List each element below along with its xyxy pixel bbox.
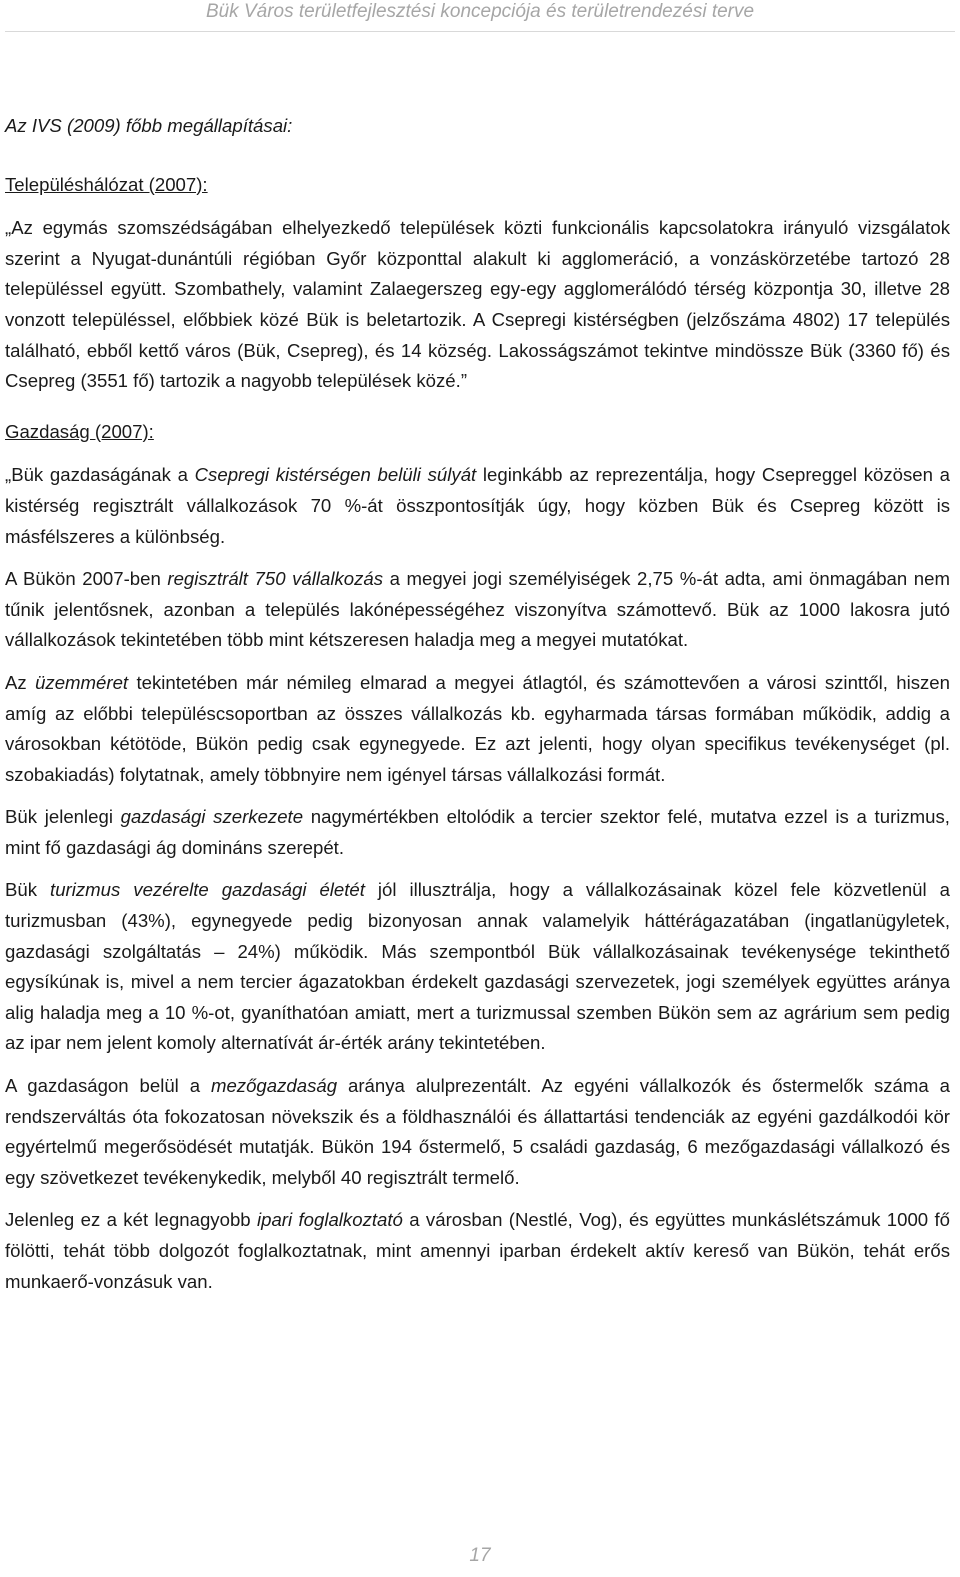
page-number: 17	[469, 1545, 491, 1566]
economy-paragraph-2: A Bükön 2007-ben regisztrált 750 vállalkozás a megyei jogi személyiségek 2,75 %-át adta, ami önmagában nem tűnik jelentősnek, azonban a település lakónépességéhez viszonyítva számottevő. Bük az 1000 lakosra jutó vállalkozások tekintetében több mint kétszeresen haladja meg a megyei mutatókat.	[5, 568, 950, 651]
emphasis: mezőgazdaság	[210, 1075, 338, 1097]
economy-paragraph-6: A gazdaságon belül a mezőgazdaság aránya alulprezentált. Az egyéni vállalkozók és őstermelők száma a rendszerváltás óta fokozatosan növekszik és a földhasználói és állattartási tendenciák az egyéni gazdálkodói kör egyértelmű megerősödését mutatják. Bükön 194 őstermelő, 5 családi gazdaság, 6 mezőgazdasági vállalkozó és egy szövetkezet tevékenykedik, melyből 40 regisztrált termelő.	[5, 1075, 950, 1188]
economy-heading: Gazdaság (2007):	[5, 420, 154, 442]
emphasis: Csepregi kistérségen belüli súlyát	[194, 464, 477, 486]
economy-paragraph-1: „Bük gazdaságának a Csepregi kistérségen belüli súlyát leginkább az reprezentálja, hogy Csepreggel közösen a kistérség regisztrált vállalkozások 70 %-át összpontosítják úgy, hogy közben Bük és Csepreg között is másfélszeres a különbség.	[5, 464, 950, 547]
emphasis: regisztrált 750 vállalkozás	[167, 568, 384, 590]
header-divider	[5, 31, 955, 32]
ivs-heading: Az IVS (2009) főbb megállapításai:	[5, 115, 293, 136]
document-body	[5, 111, 950, 1297]
emphasis: üzemméret	[35, 671, 129, 693]
economy-paragraph-3: Az üzemméret tekintetében már némileg elmarad a megyei átlagtól, és számottevően a városi szinttől, hiszen amíg az előbbi településcsoportban az összes vállalkozás kb. egyharmada társas formában működik, addig a városokban kétötöde, Bükön pedig csak egynegyede. Ez azt jelenti, hogy olyan specifikus tevékenységet (pl. szobakiadás) folytatnak, amely többnyire nem igényel társas vállalkozási formát.	[5, 671, 950, 785]
network-heading: Településhálózat (2007):	[5, 173, 208, 195]
emphasis: ipari foglalkoztató	[256, 1209, 403, 1231]
running-header: Bük Város területfejlesztési koncepciója és területrendezési terve	[205, 1, 755, 22]
emphasis: turizmus vezérelte gazdasági életét	[50, 879, 365, 901]
emphasis: gazdasági szerkezete	[120, 806, 304, 828]
network-paragraph: „Az egymás szomszédságában elhelyezkedő települések közti funkcionális kapcsolatokra irányuló vizsgálatok szerint a Nyugat-dunántúli régióban Győr központtal alakult ki agglomeráció, a vonzáskörzetébe tartozó 28 településsel együtt. Szombathely, valamint Zalaegerszeg egy-egy agglomerálódó térség központja 30, illetve 28 vonzott településsel, előbbiek közé Bük is beletartozik. A Csepregi kistérségben (jelzőszáma 4802) 17 település található, ebből kettő város (Bük, Csepreg), és 14 község. Lakosságszámot tekintve mindössze Bük (3360 fő) és Csepreg (3551 fő) tartozik a nagyobb települések közé.”	[5, 217, 950, 392]
economy-paragraph-5: Bük turizmus vezérelte gazdasági életét jól illusztrálja, hogy a vállalkozásainak közel fele közvetlenül a turizmusban (43%), egynegyede pedig bizonyosan annak valamelyik háttérágazatában (ingatlanügyletek, gazdasági szolgáltatás – 24%) működik. Más szempontból Bük vállalkozásainak tevékenysége tekinthető egysíkúnak is, mivel a nem tercier ágazatokban érdekelt gazdasági szervezetek, jogi személyek együttes aránya alig haladja meg a 10 %-ot, gyaníthatóan amiatt, mert a turizmussal szemben Bükön sem az agrárium sem pedig az ipar nem jelent komoly alternatívát ár-érték arány tekintetében.	[5, 879, 950, 1054]
economy-paragraph-7: Jelenleg ez a két legnagyobb ipari foglalkoztató a városban (Nestlé, Vog), és együttes munkáslétszámuk 1000 fő fölötti, tehát több dolgozót foglalkoztatnak, mint amennyi iparban érdekelt aktív kereső van Bükön, tehát erős munkaerő-vonzásuk van.	[5, 1209, 950, 1292]
economy-paragraph-4: Bük jelenlegi gazdasági szerkezete nagymértékben eltolódik a tercier szektor felé, mutatva ezzel is a turizmus, mint fő gazdasági ág domináns szerepét.	[5, 806, 950, 858]
